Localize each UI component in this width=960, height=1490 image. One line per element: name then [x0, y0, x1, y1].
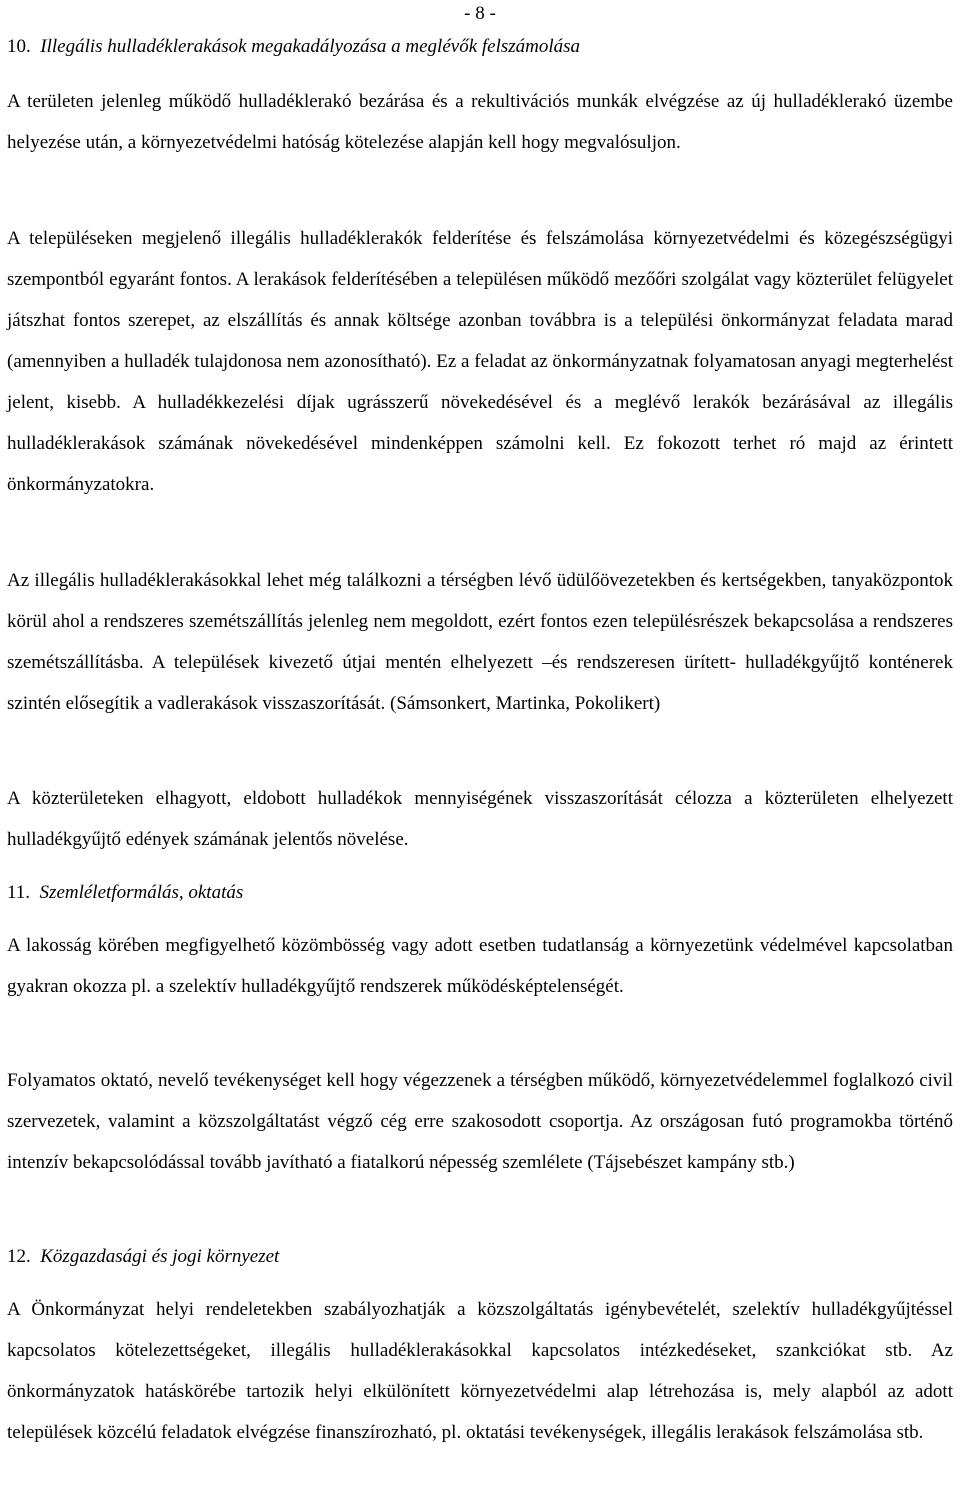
section-11-number: 11. — [7, 882, 31, 903]
section-11-heading — [7, 881, 953, 905]
section-12-heading — [7, 1245, 953, 1269]
section-11-paragraph-2: Folyamatos oktató, nevelő tevékenységet kell hogy végezzenek a térségben működő, környezetvédelemmel foglalkozó civil szervezetek, valamint a közszolgáltatást végző cég erre szakosodott csoportja. Az országosan futó programokba történő intenzív bekapcsolódással tovább javítható a fiatalkorú népesség szemlélete (Tájsebészet kampány stb.) — [7, 1070, 953, 1173]
section-10-title: Illegális hulladéklerakások megakadályozása a meglévők felszámolása — [40, 36, 581, 57]
section-12-title: Közgazdasági és jogi környezet — [40, 1246, 280, 1267]
section-10-paragraph-1: A területen jelenleg működő hulladéklerakó bezárása és a rekultivációs munkák elvégzése az új hulladéklerakó üzembe helyezése után, a környezetvédelmi hatóság kötelezése alapján kell hogy megvalósuljon. — [7, 91, 953, 153]
section-11-title: Szemléletformálás, oktatás — [39, 882, 244, 903]
section-10-number: 10. — [7, 36, 31, 57]
section-10-paragraph-3: Az illegális hulladéklerakásokkal lehet még találkozni a térségben lévő üdülőövezetekben és kertségekben, tanyaközpontok körül ahol a rendszeres szemétszállítás jelenleg nem megoldott, ezért fontos ezen településrészek bekapcsolása a rendszeres szemétszállításba. A települések kivezető útjai mentén elhelyezett –és rendszeresen ürített- hulladékgyűjtő konténerek szintén elősegítik a vadlerakások visszaszorítását. (Sámsonkert, Martinka, Pokolikert) — [7, 570, 953, 714]
section-10-paragraph-2: A településeken megjelenő illegális hulladéklerakók felderítése és felszámolása környezetvédelmi és közegészségügyi szempontból egyaránt fontos. A lerakások felderítésében a településen működő mezőőri szolgálat vagy közterület felügyelet játszhat fontos szerepet, az elszállítás és annak költsége azonban továbbra is a települési önkormányzat feladata marad (amennyiben a hulladék tulajdonosa nem azonosítható). Ez a feladat az önkormányzatnak folyamatosan anyagi megterhelést jelent, kisebb. A hulladékkezelési díjak ugrásszerű növekedésével és a meglévő lerakók bezárásával az illegális hulladéklerakások számának növekedésével mindenképpen számolni kell. Ez fokozott terhet ró majd az érintett önkormányzatokra. — [7, 228, 953, 495]
section-11-paragraph-1: A lakosság körében megfigyelhető közömbösség vagy adott esetben tudatlanság a környezetünk védelmével kapcsolatban gyakran okozza pl. a szelektív hulladékgyűjtő rendszerek működésképtelenségét. — [7, 935, 953, 997]
page-number: - 8 - — [464, 3, 496, 24]
section-10-heading — [7, 35, 953, 59]
section-12-number: 12. — [7, 1246, 31, 1267]
section-10-paragraph-4: A közterületeken elhagyott, eldobott hulladékok mennyiségének visszaszorítását célozza a közterületen elhelyezett hulladékgyűjtő edények számának jelentős növelése. — [7, 788, 953, 850]
section-12-paragraph-1: A Önkormányzat helyi rendeletekben szabályozhatják a közszolgáltatás igénybevételét, szelektív hulladékgyűjtéssel kapcsolatos kötelezettségeket, illegális hulladéklerakásokkal kapcsolatos intézkedéseket, szankciókat stb. Az önkormányzatok hatáskörébe tartozik helyi elkülönített környezetvédelmi alap létrehozása is, mely alapból az adott települések közcélú feladatok elvégzése finanszírozható, pl. oktatási tevékenységek, illegális lerakások felszámolása stb. — [7, 1299, 953, 1443]
